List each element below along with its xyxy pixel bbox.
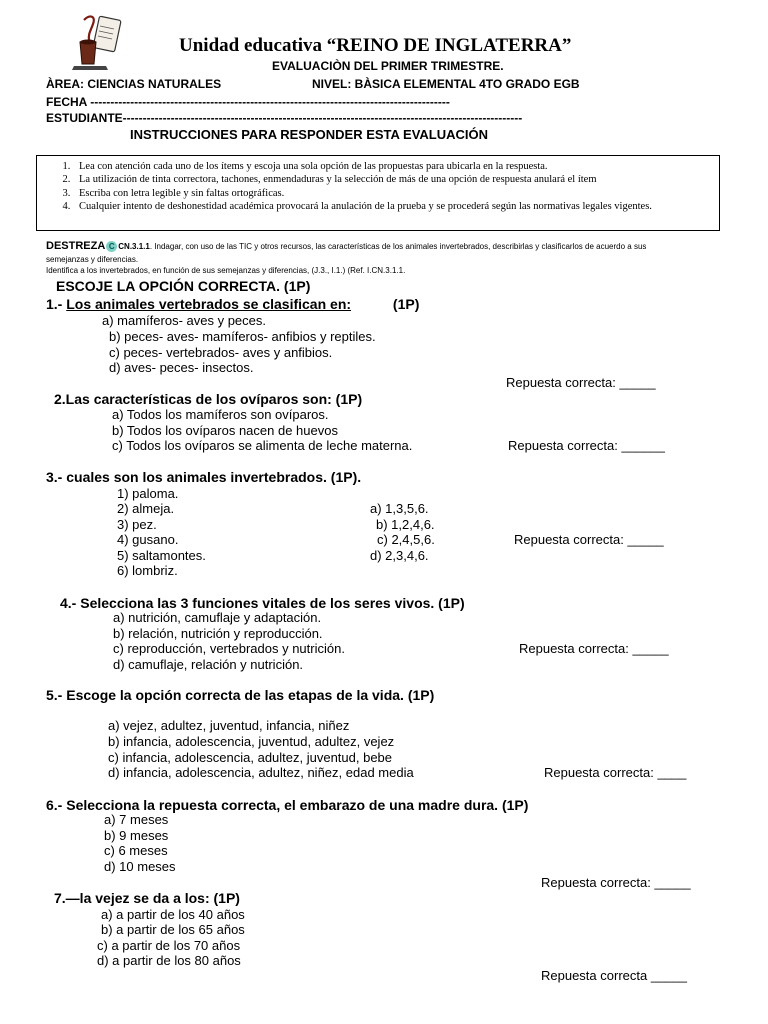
question-6-option[interactable]: d) 10 meses (104, 859, 176, 874)
question-3-option[interactable]: b) 1,2,4,6. (376, 517, 435, 532)
question-3-option[interactable]: d) 2,3,4,6. (370, 548, 429, 563)
question-3-item: 6) lombriz. (117, 563, 178, 578)
question-5-option[interactable]: d) infancia, adolescencia, adultez, niñez, edad media (108, 765, 414, 780)
destreza-text-continued: semejanzas y diferencias. (46, 255, 139, 264)
question-2-title: 2.Las características de los ovíparos son: (1P) (54, 391, 363, 407)
level-label: NIVEL: BÀSICA ELEMENTAL 4TO GRADO EGB (312, 77, 580, 91)
question-3-item: 3) pez. (117, 517, 157, 532)
c-badge-icon: C (106, 241, 117, 252)
question-1-answer[interactable]: Repuesta correcta: _____ (506, 375, 656, 390)
question-6-answer[interactable]: Repuesta correcta: _____ (541, 875, 691, 890)
question-3-option[interactable]: a) 1,3,5,6. (370, 501, 429, 516)
instruction-item: 4. Cualquier intento de deshonestidad académica provocará la anulación de la prueba y se procederá según las normativas legales vigentes. (73, 200, 711, 213)
student-field[interactable]: ESTUDIANTE---------------------------------------------------------------------------------------------------- (46, 111, 523, 125)
question-6-title: 6.- Selecciona la repuesta correcta, el embarazo de una madre dura. (1P) (46, 797, 529, 813)
question-4-option[interactable]: c) reproducción, vertebrados y nutrición. (113, 641, 345, 656)
question-2-option[interactable]: b) Todos los ovíparos nacen de huevos (112, 423, 338, 438)
question-5-option[interactable]: b) infancia, adolescencia, juventud, adultez, vejez (108, 734, 395, 749)
destreza-line: DESTREZA C CN.3.1.1. Indagar, con uso de las TIC y otros recursos, las características de los animales invertebrados, describirlas y clasificarlos de acuerdo a sus (46, 240, 647, 252)
question-4-option[interactable]: a) nutrición, camuflaje y adaptación. (113, 610, 322, 625)
question-2-answer[interactable]: Repuesta correcta: ______ (508, 438, 665, 453)
question-7-option[interactable]: d) a partir de los 80 años (97, 953, 241, 968)
question-1-option[interactable]: a) mamíferos- aves y peces. (102, 313, 266, 328)
area-label: ÀREA: CIENCIAS NATURALES (46, 77, 222, 91)
question-3-option[interactable]: c) 2,4,5,6. (377, 532, 435, 547)
section-title: ESCOJE LA OPCIÓN CORRECTA. (1P) (56, 278, 311, 294)
question-3-answer[interactable]: Repuesta correcta: _____ (514, 532, 664, 547)
question-7-title: 7.—la vejez se da a los: (1P) (54, 890, 240, 906)
question-1-title: 1.- Los animales vertebrados se clasifican en: (1P) (46, 296, 420, 312)
question-7-answer[interactable]: Repuesta correcta _____ (541, 968, 687, 983)
destreza-text: Indagar, con uso de las TIC y otros recursos, las características de los animales invertebrados, describirlas y clasificarlos de acuerdo a sus (154, 242, 647, 251)
destreza-label: DESTREZA (46, 240, 106, 252)
question-6-option[interactable]: c) 6 meses (104, 843, 168, 858)
question-1-option[interactable]: d) aves- peces- insectos. (109, 360, 254, 375)
instruction-item: 2. La utilización de tinta correctora, tachones, enmendaduras y la selección de más de una opción de respuesta anulará el ítem (73, 173, 711, 186)
instructions-box (36, 155, 720, 231)
question-6-option[interactable]: b) 9 meses (104, 828, 169, 843)
question-4-title: 4.- Selecciona las 3 funciones vitales de los seres vivos. (1P) (60, 595, 465, 611)
destreza-code: CN.3.1.1 (118, 242, 150, 251)
question-7-option[interactable]: c) a partir de los 70 años (97, 938, 241, 953)
question-2-option[interactable]: c) Todos los ovíparos se alimenta de leche materna. (112, 438, 413, 453)
question-3-title: 3.- cuales son los animales invertebrados. (1P). (46, 469, 362, 485)
question-4-answer[interactable]: Repuesta correcta: _____ (519, 641, 669, 656)
date-field[interactable]: FECHA ------------------------------------------------------------------------------------------ (46, 95, 450, 109)
instructions-title: INSTRUCCIONES PARA RESPONDER ESTA EVALUACIÓN (130, 127, 489, 142)
question-7-option[interactable]: a) a partir de los 40 años (101, 907, 245, 922)
question-3-item: 4) gusano. (117, 532, 179, 547)
question-2-option[interactable]: a) Todos los mamíferos son ovíparos. (112, 407, 329, 422)
question-1-option[interactable]: b) peces- aves- mamíferos- anfibios y reptiles. (109, 329, 376, 344)
question-5-title: 5.- Escoge la opción correcta de las etapas de la vida. (1P) (46, 687, 435, 703)
school-title: Unidad educativa “REINO DE INGLATERRA” (179, 35, 572, 56)
school-logo (66, 12, 126, 72)
question-3-item: 1) paloma. (117, 486, 179, 501)
question-5-option[interactable]: c) infancia, adolescencia, adultez, juventud, bebe (108, 750, 393, 765)
question-7-option[interactable]: b) a partir de los 65 años (101, 922, 245, 937)
destreza-indicator: Identifica a los invertebrados, en función de sus semejanzas y diferencias, (J.3., I.1.) (Ref. I.CN.3.1.1. (46, 266, 406, 275)
question-3-item: 2) almeja. (117, 501, 175, 516)
question-3-item: 5) saltamontes. (117, 548, 206, 563)
evaluation-subtitle: EVALUACIÒN DEL PRIMER TRIMESTRE. (272, 59, 504, 73)
question-1-option[interactable]: c) peces- vertebrados- aves y anfibios. (109, 345, 333, 360)
instruction-item: 1. Lea con atención cada uno de los ítems y escoja una sola opción de las propuestas para ubicarla en la respuesta. (73, 160, 711, 173)
question-4-option[interactable]: d) camuflaje, relación y nutrición. (113, 657, 304, 672)
instructions-list (37, 156, 719, 214)
instruction-item: 3. Escriba con letra legible y sin faltas ortográficas. (73, 187, 711, 200)
question-5-answer[interactable]: Repuesta correcta: ____ (544, 765, 687, 780)
question-5-option[interactable]: a) vejez, adultez, juventud, infancia, niñez (108, 718, 350, 733)
question-6-option[interactable]: a) 7 meses (104, 812, 169, 827)
question-4-option[interactable]: b) relación, nutrición y reproducción. (113, 626, 323, 641)
